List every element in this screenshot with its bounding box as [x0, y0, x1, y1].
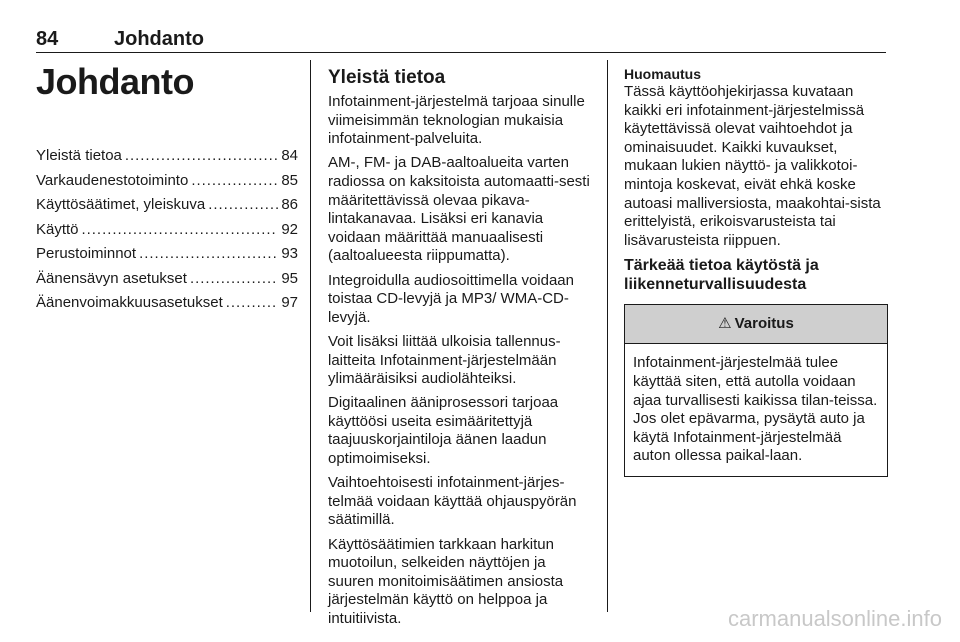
toc-item-page: 86 — [281, 196, 298, 213]
toc-item[interactable] — [36, 267, 298, 292]
body-paragraph: Käyttösäätimien tarkkaan harkitun muotoilun, selkeiden näyttöjen ja suuren monitoimisäätimen ansiosta järjestelmän käyttö on helppoa ja intuitiivista. — [328, 535, 564, 627]
column-divider — [607, 60, 608, 612]
warning-header — [625, 305, 887, 344]
body-paragraph: Vaihtoehtoisesti infotainment-järjes-telmää voidaan käyttää ohjauspyörän säätimillä. — [328, 474, 577, 529]
warning-triangle-icon: ⚠ — [718, 315, 732, 333]
toc-item[interactable] — [36, 144, 298, 169]
note-text: Tässä käyttöohjekirjassa kuvataan kaikki eri infotainment-järjestelmissä käytettävissä olevat vaihtoehdot ja ominaisuudet. Kaikki kuvaukset, mukaan lukien näyttö- ja valikkotoi-mintoja koskevat, eivät ehkä koske autoasi malliversiosta, maakohtai-sista erittelyistä, erikoisvarusteista tai lisävarusteista riippuen. — [624, 83, 881, 249]
toc-item-title: Käyttösäätimet, yleiskuva — [36, 196, 206, 213]
note-title: Huomautus — [624, 66, 701, 82]
toc-item-page: 85 — [281, 171, 298, 189]
toc-leader — [125, 144, 278, 169]
toc-item-page: 84 — [281, 147, 298, 164]
toc-item-title: Äänensävyn asetukset — [36, 269, 187, 287]
running-title: Johdanto — [114, 28, 204, 50]
table-of-contents — [36, 144, 298, 316]
toc-item-page: 93 — [281, 245, 298, 262]
toc-leader — [191, 169, 278, 194]
toc-leader — [226, 291, 279, 316]
safety-heading: Tärkeää tietoa käytöstä ja liikenneturvallisuudesta — [624, 257, 819, 294]
page-header — [36, 26, 886, 53]
chapter-column — [36, 62, 298, 316]
section-heading: Yleistä tietoa — [328, 67, 446, 88]
toc-leader — [190, 267, 278, 292]
watermark: carmanualsonline.info — [727, 606, 942, 631]
toc-item-title: Varkaudenestotoiminto — [36, 171, 189, 189]
general-info-column — [328, 66, 594, 634]
warning-box — [624, 304, 888, 477]
toc-leader — [82, 218, 279, 243]
column-divider — [310, 60, 311, 612]
toc-item[interactable] — [36, 242, 298, 267]
body-paragraph: Infotainment-järjestelmä tarjoaa sinulle viimeisimmän teknologian mukaisia infotainment-palveluita. — [328, 93, 585, 148]
warning-text: Infotainment-järjestelmää tulee käyttää siten, että autolla voidaan ajaa turvallisesti kaikissa tilan-teissa. Jos olet epävarma, pysäytä auto ja käytä Infotainment-järjestelmää auton ollessa paikal-laan. — [633, 354, 878, 465]
toc-item-title: Äänenvoimakkuusasetukset — [36, 294, 223, 311]
body-paragraph: AM-, FM- ja DAB-aaltoalueita varten radiossa on kaksitoista automaatti-sesti määritettävissä olevaa pikava-lintakanavaa. Lisäksi eri kanavia voidaan määrittää manuaalisesti (aaltoalueesta riippumatta). — [328, 154, 590, 265]
toc-item-title: Yleistä tietoa — [36, 147, 122, 164]
toc-item-page: 95 — [281, 269, 298, 287]
warning-title: Varoitus — [734, 315, 794, 333]
toc-item-page: 97 — [281, 294, 298, 311]
toc-item-page: 92 — [281, 220, 298, 238]
toc-item-title: Käyttö — [36, 220, 79, 238]
toc-item-title: Perustoiminnot — [36, 245, 137, 262]
toc-leader — [208, 193, 278, 218]
toc-item[interactable] — [36, 291, 298, 316]
body-paragraph: Digitaalinen ääniprosessori tarjoaa käyttöösi useita esimääritettyjä taajuuskorjaintiloja äänen laadun optimoimiseksi. — [328, 394, 559, 468]
chapter-title: Johdanto — [36, 61, 194, 102]
toc-item[interactable] — [36, 193, 298, 218]
toc-item[interactable] — [36, 218, 298, 243]
toc-item[interactable] — [36, 169, 298, 194]
toc-leader — [139, 242, 278, 267]
body-paragraph: Voit lisäksi liittää ulkoisia tallennus-laitteita Infotainment-järjestelmään ylimääräisiksi audiolähteiksi. — [328, 332, 561, 388]
body-paragraph: Integroidulla audiosoittimella voidaan toistaa CD-levyjä ja MP3/ WMA-CD-levyjä. — [328, 271, 574, 326]
notes-column — [624, 66, 888, 477]
page-number: 84 — [36, 28, 59, 50]
